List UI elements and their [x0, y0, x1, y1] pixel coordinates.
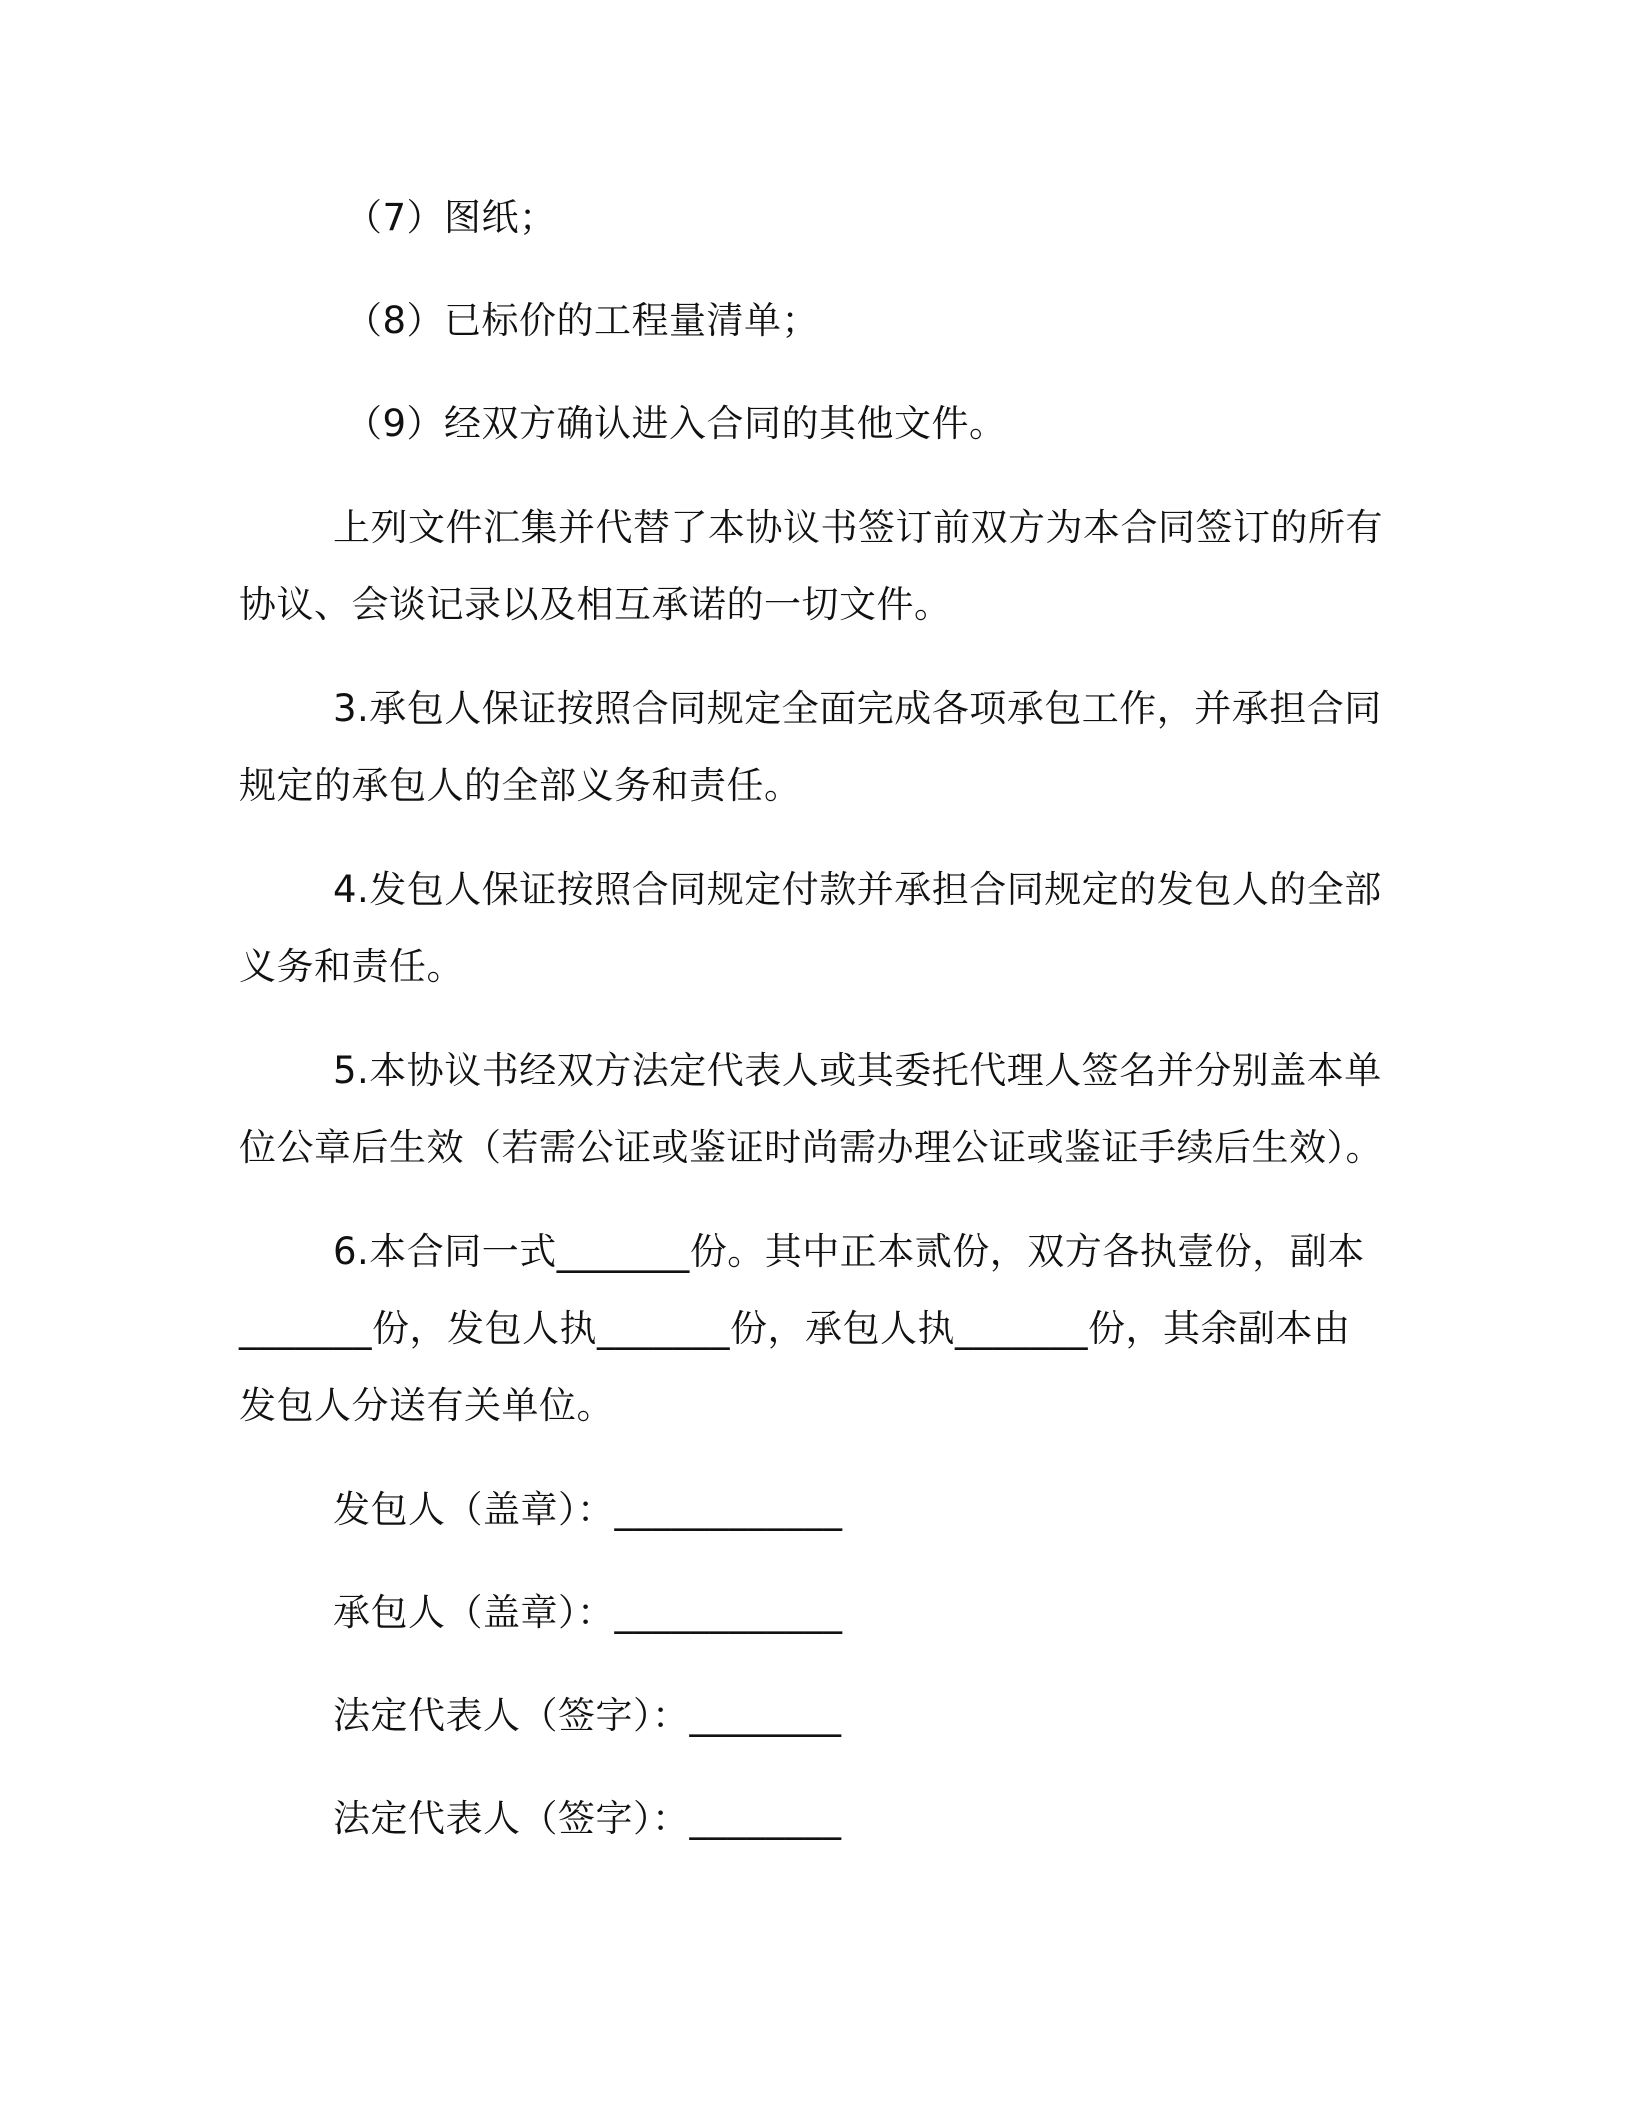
signature-contractor-seal: 承包人（盖章）：____________: [333, 1591, 843, 1634]
signature-legal-rep-2: 法定代表人（签字）：________: [333, 1797, 842, 1840]
clause-6-line3: 发包人分送有关单位。: [239, 1384, 614, 1427]
clause-5-line2: 位公章后生效（若需公证或鉴证时尚需办理公证或鉴证手续后生效）。: [239, 1126, 1383, 1169]
clause-3-line1: 3.承包人保证按照合同规定全面完成各项承包工作，并承担合同: [333, 687, 1382, 730]
list-item-other-documents: （9）经双方确认进入合同的其他文件。: [345, 402, 1007, 445]
clause-4-line1: 4.发包人保证按照合同规定付款并承担合同规定的发包人的全部: [333, 868, 1382, 911]
clause-6-line1: 6.本合同一式_______份。其中正本贰份，双方各执壹份，副本: [333, 1230, 1365, 1273]
list-item-priced-bill: （8）已标价的工程量清单；: [345, 299, 820, 342]
signature-legal-rep-1: 法定代表人（签字）：________: [333, 1694, 842, 1737]
clause-6-line2: _______份，发包人执_______份，承包人执_______份，其余副本由: [239, 1307, 1351, 1350]
paragraph-supersede-line1: 上列文件汇集并代替了本协议书签订前双方为本合同签订的所有: [333, 506, 1383, 549]
list-item-drawings: （7）图纸；: [345, 196, 557, 239]
clause-5-line1: 5.本协议书经双方法定代表人或其委托代理人签名并分别盖本单: [333, 1049, 1382, 1092]
clause-4-line2: 义务和责任。: [239, 945, 464, 988]
paragraph-supersede-line2: 协议、会谈记录以及相互承诺的一切文件。: [239, 583, 952, 626]
signature-employer-seal: 发包人（盖章）：____________: [333, 1488, 843, 1531]
clause-3-line2: 规定的承包人的全部义务和责任。: [239, 764, 802, 807]
